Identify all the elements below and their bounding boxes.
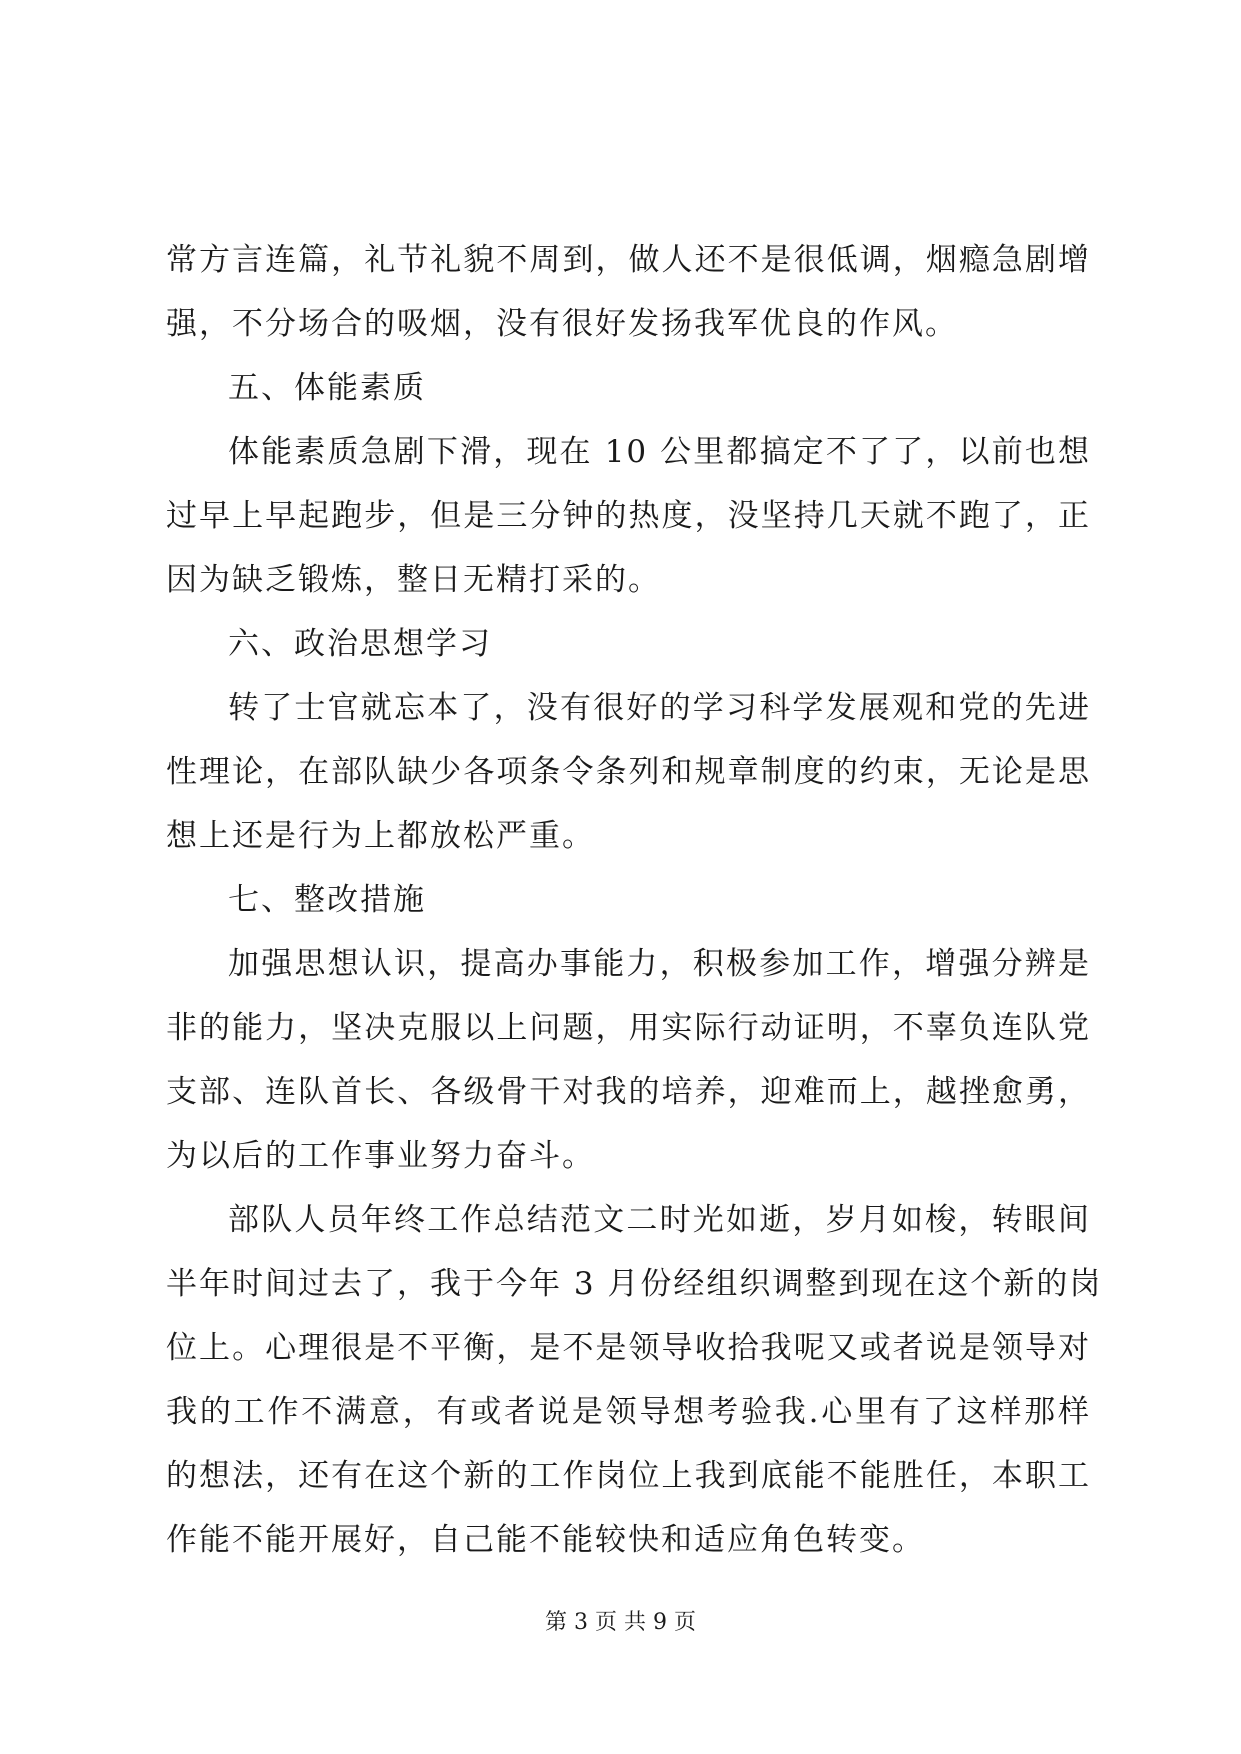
paragraph-line: 性理论，在部队缺少各项条令条列和规章制度的约束，无论是思 — [166, 754, 1091, 790]
paragraph-line: 我的工作不满意，有或者说是领导想考验我.心里有了这样那样 — [166, 1394, 1091, 1430]
paragraph-line: 非的能力，坚决克服以上问题，用实际行动证明，不辜负连队党 — [166, 1010, 1091, 1046]
paragraph-line: 支部、连队首长、各级骨干对我的培养，迎难而上，越挫愈勇， — [166, 1074, 1091, 1110]
paragraph-line: 常方言连篇，礼节礼貌不周到，做人还不是很低调，烟瘾急剧增 — [166, 242, 1091, 278]
section-heading: 五、体能素质 — [228, 370, 426, 406]
paragraph-line: 为以后的工作事业努力奋斗。 — [166, 1138, 595, 1174]
section-heading: 七、整改措施 — [228, 882, 426, 918]
paragraph-line: 想上还是行为上都放松严重。 — [166, 818, 595, 854]
section-heading: 六、政治思想学习 — [228, 626, 492, 662]
paragraph-line: 的想法，还有在这个新的工作岗位上我到底能不能胜任，本职工 — [166, 1458, 1091, 1494]
paragraph-line: 转了士官就忘本了，没有很好的学习科学发展观和党的先进 — [228, 690, 1091, 726]
document-body — [166, 228, 1103, 1572]
paragraph-line: 位上。心理很是不平衡，是不是领导收拾我呢又或者说是领导对 — [166, 1330, 1091, 1366]
paragraph-line: 过早上早起跑步，但是三分钟的热度，没坚持几天就不跑了，正 — [166, 498, 1091, 534]
paragraph-line: 部队人员年终工作总结范文二时光如逝，岁月如梭，转眼间 — [228, 1202, 1091, 1238]
paragraph-line: 强，不分场合的吸烟，没有很好发扬我军优良的作风。 — [166, 306, 958, 342]
paragraph-line: 加强思想认识，提高办事能力，积极参加工作，增强分辨是 — [228, 946, 1091, 982]
page-number-footer: 第 3 页 共 9 页 — [545, 1610, 696, 1635]
paragraph-line: 半年时间过去了，我于今年 3 月份经组织调整到现在这个新的岗 — [166, 1266, 1103, 1302]
paragraph-line: 因为缺乏锻炼，整日无精打采的。 — [166, 562, 661, 598]
paragraph-line: 作能不能开展好，自己能不能较快和适应角色转变。 — [166, 1522, 925, 1558]
paragraph-line: 体能素质急剧下滑，现在 10 公里都搞定不了了，以前也想 — [228, 434, 1091, 470]
